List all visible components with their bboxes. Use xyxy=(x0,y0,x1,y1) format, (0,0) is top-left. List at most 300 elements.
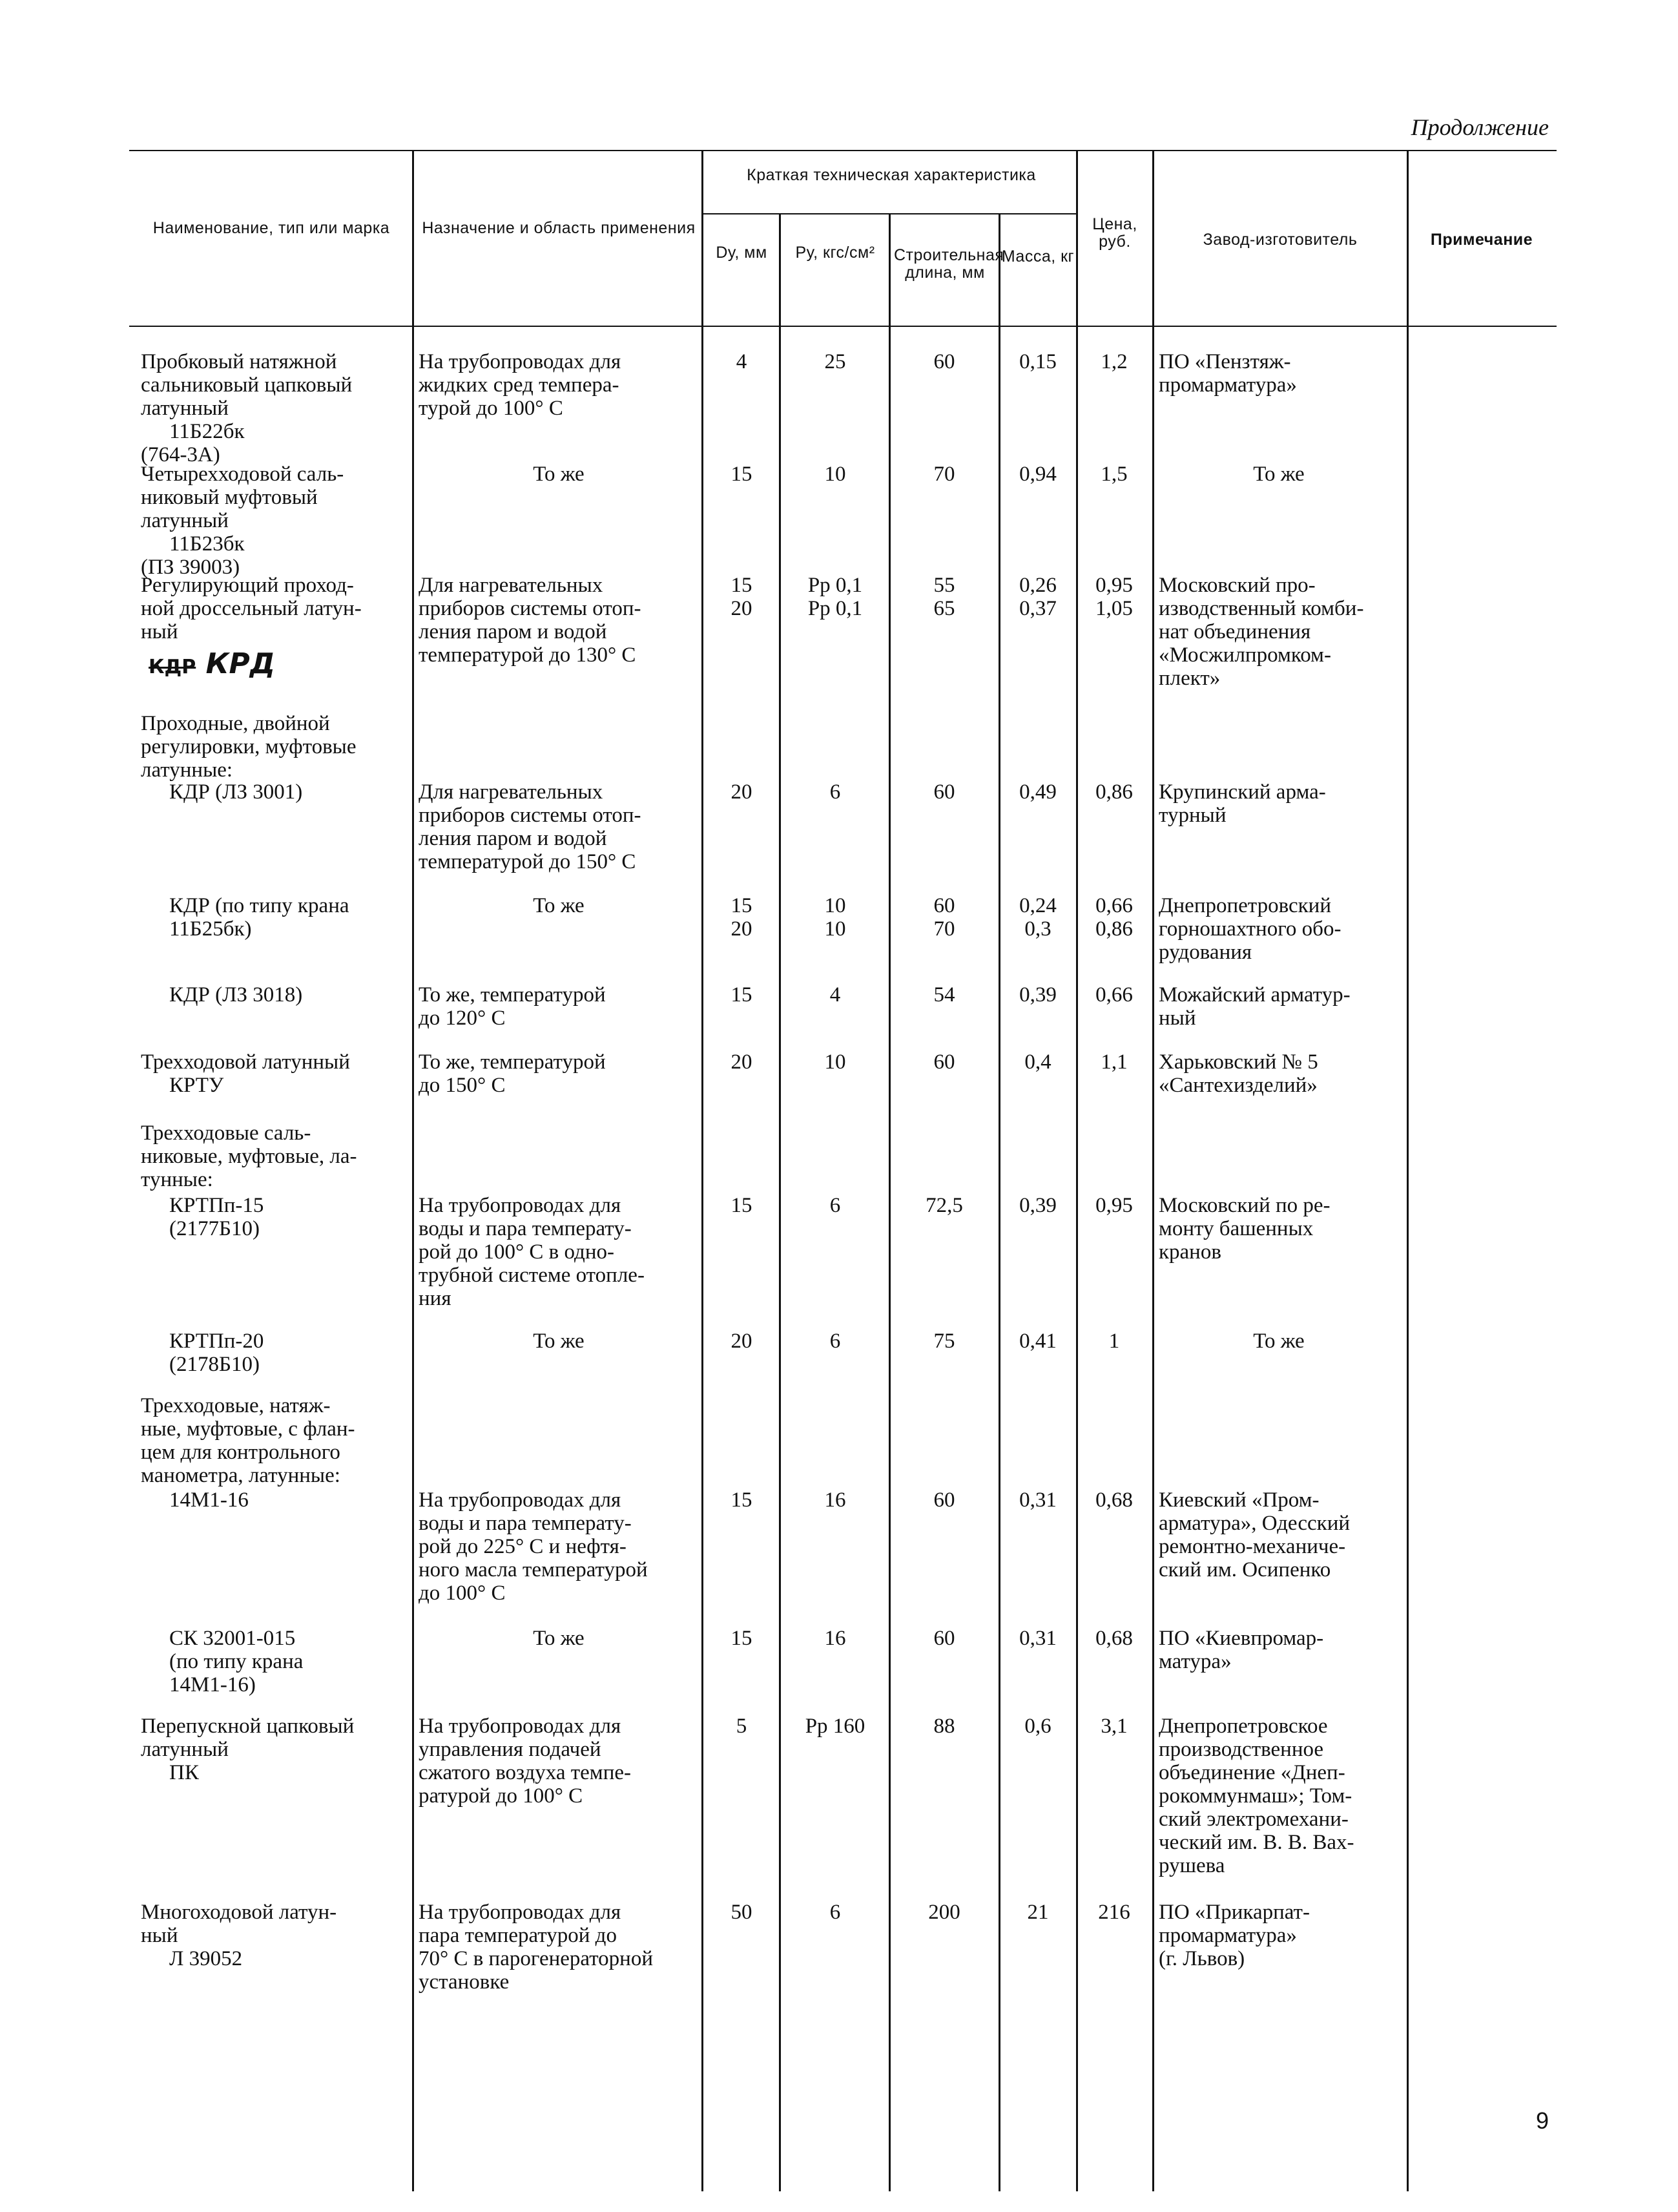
cell-line: 4 xyxy=(829,983,841,1007)
cell-line: 0,95 xyxy=(1095,574,1133,597)
cell-price xyxy=(1079,894,1150,941)
cell-line: латунный xyxy=(141,1738,229,1761)
cell-line: 60 xyxy=(933,780,955,804)
cell-price xyxy=(1079,1901,1150,1924)
cell-line: 15 xyxy=(730,983,752,1007)
cell-dy xyxy=(704,574,779,620)
cell-line: 20 xyxy=(730,1050,752,1074)
cell-line: 60 xyxy=(933,350,955,373)
cell-line: 70 xyxy=(933,917,955,941)
cell-line: ПО «Пензтяж- xyxy=(1159,350,1291,373)
cell-line: 0,49 xyxy=(1019,780,1057,804)
cell-line: 6 xyxy=(829,1901,841,1924)
cell-mass xyxy=(1000,1715,1076,1738)
cell-line: Перепускной цапковый xyxy=(141,1715,355,1738)
cell-py xyxy=(782,574,889,620)
cell-mass xyxy=(1000,983,1076,1007)
cell-py xyxy=(782,1901,889,1924)
cell-line: никовый муфтовый xyxy=(141,486,318,509)
cell-price xyxy=(1079,780,1150,804)
cell-line: латунный xyxy=(141,509,229,532)
cell-purpose xyxy=(419,463,699,486)
cell-dy xyxy=(704,463,779,486)
cell-name xyxy=(141,1715,399,1784)
cell-py xyxy=(782,780,889,804)
cell-line: 72,5 xyxy=(926,1194,963,1217)
cell-line: Л 39052 xyxy=(169,1947,243,1970)
cell-line: 11Б25бк) xyxy=(169,917,252,941)
cell-purpose xyxy=(419,983,699,1030)
cell-line: То же xyxy=(533,894,585,917)
cell-mass xyxy=(1000,463,1076,486)
cell-length xyxy=(891,1488,997,1512)
cell-line: турный xyxy=(1159,804,1227,827)
cell-line: турой до 100° С xyxy=(419,397,563,420)
cell-maker xyxy=(1159,1901,1399,1970)
cell-dy xyxy=(704,1050,779,1074)
cell-price xyxy=(1079,1330,1150,1353)
cell-line: Трехходовые саль- xyxy=(141,1122,311,1145)
cell-line: рудования xyxy=(1159,941,1252,964)
header-dy: Dу, мм xyxy=(716,244,767,262)
cell-name xyxy=(141,712,399,782)
cell-length xyxy=(891,1330,997,1353)
cell-line: 0,94 xyxy=(1019,463,1057,486)
cell-line: 0,39 xyxy=(1019,1194,1057,1217)
cell-name xyxy=(141,1394,399,1487)
cell-line: Пробковый натяжной xyxy=(141,350,337,373)
cell-py xyxy=(782,1627,889,1650)
handwritten-text: КРД xyxy=(205,647,275,680)
cell-dy xyxy=(704,1488,779,1512)
cell-length xyxy=(891,1194,997,1217)
cell-line: 20 xyxy=(730,597,752,620)
header-maker: Завод-изготовитель xyxy=(1203,231,1358,249)
cell-line: Проходные, двойной xyxy=(141,712,330,735)
cell-line: производственное xyxy=(1159,1738,1324,1761)
cell-line: То же xyxy=(533,463,585,486)
cell-line: 20 xyxy=(730,1330,752,1353)
cell-line: промарматура» xyxy=(1159,1924,1297,1947)
cell-mass xyxy=(1000,1050,1076,1074)
cell-line: 0,15 xyxy=(1019,350,1057,373)
cell-line: 10 xyxy=(824,1050,846,1074)
cell-line: КДР (ЛЗ 3001) xyxy=(169,780,303,804)
cell-price xyxy=(1079,574,1150,620)
cell-mass xyxy=(1000,1488,1076,1512)
cell-line: 14М1-16 xyxy=(169,1488,249,1512)
cell-line: ремонтно-механиче- xyxy=(1159,1535,1346,1558)
cell-line: рой до 225° С и нефтя- xyxy=(419,1535,627,1558)
cell-line: жидких сред темпера- xyxy=(419,373,619,397)
cell-line: 25 xyxy=(824,350,846,373)
cell-line: ПО «Киевпромар- xyxy=(1159,1627,1324,1650)
cell-line: рушева xyxy=(1159,1854,1225,1877)
cell-line: 0,39 xyxy=(1019,983,1057,1007)
cell-line: Можайский арматур- xyxy=(1159,983,1351,1007)
cell-line: приборов системы отоп- xyxy=(419,597,641,620)
cell-line: ный xyxy=(1159,1007,1196,1030)
cell-line: матура» xyxy=(1159,1650,1232,1673)
cell-line: 15 xyxy=(730,574,752,597)
cell-line: ный xyxy=(141,1924,178,1947)
cell-maker xyxy=(1159,780,1399,827)
cell-line: КДР (ЛЗ 3018) xyxy=(169,983,303,1007)
cell-line: 15 xyxy=(730,1194,752,1217)
cell-line: На трубопроводах для xyxy=(419,1488,621,1512)
cell-line: 6 xyxy=(829,780,841,804)
cell-line: 200 xyxy=(928,1901,960,1924)
cell-py xyxy=(782,1330,889,1353)
cell-line: ратурой до 100° С xyxy=(419,1784,583,1808)
cell-length xyxy=(891,463,997,486)
cell-dy xyxy=(704,983,779,1007)
cell-name xyxy=(141,894,399,941)
cell-line: до 120° С xyxy=(419,1007,506,1030)
cell-line: манометра, латунные: xyxy=(141,1464,340,1487)
cell-line: горношахтного обо- xyxy=(1159,917,1341,941)
cell-line: То же xyxy=(1253,463,1305,486)
cell-length xyxy=(891,574,997,620)
cell-line: (г. Львов) xyxy=(1159,1947,1245,1970)
cell-line: То же, температурой xyxy=(419,1050,606,1074)
cell-line: ного масла температурой xyxy=(419,1558,648,1581)
cell-line: На трубопроводах для xyxy=(419,1715,621,1738)
cell-line: Pр 0,1 xyxy=(807,574,863,597)
cell-line: 75 xyxy=(933,1330,955,1353)
header-length: Строительная длина, мм xyxy=(894,246,1004,282)
cell-mass xyxy=(1000,350,1076,373)
cell-maker xyxy=(1159,983,1399,1030)
header-py: Pу, кгс/см² xyxy=(795,244,875,262)
cell-line: То же, температурой xyxy=(419,983,606,1007)
cell-line: Для нагревательных xyxy=(419,780,603,804)
cell-line: То же xyxy=(1253,1330,1305,1353)
cell-py xyxy=(782,894,889,941)
cell-line: 15 xyxy=(730,463,752,486)
header-mass: Масса, кг xyxy=(1001,247,1075,266)
cell-line: изводственный комби- xyxy=(1159,597,1364,620)
header-tech-group: Краткая техническая характеристика xyxy=(747,166,1036,184)
cell-line: Многоходовой латун- xyxy=(141,1901,337,1924)
cell-line: (764-3А) xyxy=(141,443,220,466)
cell-price xyxy=(1079,983,1150,1007)
cell-line: (по типу крана xyxy=(169,1650,304,1673)
cell-line: ский электромехани- xyxy=(1159,1808,1349,1831)
cell-dy xyxy=(704,894,779,941)
cell-line: 1,5 xyxy=(1101,463,1128,486)
cell-line: 15 xyxy=(730,1627,752,1650)
cell-line: 0,68 xyxy=(1095,1627,1133,1650)
cell-mass xyxy=(1000,1194,1076,1217)
cell-line: 1,1 xyxy=(1101,1050,1128,1074)
cell-line: 88 xyxy=(933,1715,955,1738)
cell-line: КРТУ xyxy=(169,1074,224,1097)
cell-length xyxy=(891,1050,997,1074)
cell-line: 0,66 xyxy=(1095,983,1133,1007)
cell-mass xyxy=(1000,1330,1076,1353)
cell-mass xyxy=(1000,1627,1076,1650)
header-price: Цена, руб. xyxy=(1092,215,1137,251)
cell-line: 20 xyxy=(730,917,752,941)
cell-line: 20 xyxy=(730,780,752,804)
cell-line: установке xyxy=(419,1970,510,1994)
cell-line: температурой до 130° С xyxy=(419,643,636,667)
cell-line: СК 32001-015 xyxy=(169,1627,296,1650)
cell-name xyxy=(141,1627,399,1696)
page-number: 9 xyxy=(1536,2107,1549,2134)
cell-purpose xyxy=(419,574,699,667)
cell-line: 50 xyxy=(730,1901,752,1924)
cell-py xyxy=(782,1715,889,1738)
cell-line: ные, муфтовые, с флан- xyxy=(141,1417,355,1441)
cell-name xyxy=(141,1488,399,1512)
cell-line: 0,86 xyxy=(1095,780,1133,804)
cell-maker xyxy=(1159,1050,1399,1097)
cell-price xyxy=(1079,350,1150,373)
cell-price xyxy=(1079,1715,1150,1738)
cell-line: КДР (по типу крана xyxy=(169,894,349,917)
cell-line: (2178Б10) xyxy=(169,1353,260,1376)
cell-line: 55 xyxy=(933,574,955,597)
cell-line: Крупинский арма- xyxy=(1159,780,1326,804)
cell-line: 0,86 xyxy=(1095,917,1133,941)
header-note: Примечание xyxy=(1430,231,1533,249)
cell-line: ПО «Прикарпат- xyxy=(1159,1901,1310,1924)
cell-mass xyxy=(1000,574,1076,620)
cell-line: 11Б23бк xyxy=(169,532,245,556)
cell-line: управления подачей xyxy=(419,1738,601,1761)
cell-line: рокоммунмаш»; Том- xyxy=(1159,1784,1352,1808)
cell-purpose xyxy=(419,894,699,917)
cell-line: Pр 0,1 xyxy=(807,597,863,620)
cell-line: КРТПп-15 xyxy=(169,1194,264,1217)
cell-line: 6 xyxy=(829,1330,841,1353)
cell-length xyxy=(891,1901,997,1924)
cell-line: 0,3 xyxy=(1024,917,1051,941)
cell-purpose xyxy=(419,1194,699,1310)
cell-length xyxy=(891,983,997,1007)
cell-length xyxy=(891,780,997,804)
cell-line: 5 xyxy=(736,1715,747,1738)
cell-line: промарматура» xyxy=(1159,373,1297,397)
cell-line: То же xyxy=(533,1330,585,1353)
cell-line: 10 xyxy=(824,463,846,486)
cell-line: сжатого воздуха темпе- xyxy=(419,1761,631,1784)
cell-line: пара температурой до xyxy=(419,1924,617,1947)
cell-py xyxy=(782,1488,889,1512)
cell-line: 0,4 xyxy=(1024,1050,1051,1074)
cell-price xyxy=(1079,1488,1150,1512)
cell-line: 1,05 xyxy=(1095,597,1133,620)
cell-mass xyxy=(1000,894,1076,941)
cell-line: никовые, муфтовые, ла- xyxy=(141,1145,357,1168)
cell-line: (2177Б10) xyxy=(169,1217,260,1240)
cell-py xyxy=(782,463,889,486)
cell-line: ления паром и водой xyxy=(419,827,607,850)
cell-line: 0,31 xyxy=(1019,1488,1057,1512)
cell-maker xyxy=(1159,463,1399,486)
cell-line: 0,68 xyxy=(1095,1488,1133,1512)
cell-maker xyxy=(1159,1715,1399,1877)
cell-line: до 100° С xyxy=(419,1581,506,1605)
cell-line: Трехходовые, натяж- xyxy=(141,1394,331,1417)
cell-line: ления паром и водой xyxy=(419,620,607,643)
cell-line: Днепропетровский xyxy=(1159,894,1331,917)
cell-line: 70° С в парогенераторной xyxy=(419,1947,653,1970)
cell-line: 70 xyxy=(933,463,955,486)
cell-line: регулировки, муфтовые xyxy=(141,735,357,758)
cell-name xyxy=(141,1194,399,1240)
cell-line: 60 xyxy=(933,1627,955,1650)
page-continuation: Продолжение xyxy=(1411,114,1549,140)
cell-purpose xyxy=(419,1050,699,1097)
cell-line: 0,66 xyxy=(1095,894,1133,917)
cell-py xyxy=(782,983,889,1007)
cell-line: 15 xyxy=(730,1488,752,1512)
cell-line: 60 xyxy=(933,1050,955,1074)
cell-line: 1,2 xyxy=(1101,350,1128,373)
cell-name xyxy=(141,574,399,643)
cell-line: Четырехходовой саль- xyxy=(141,463,344,486)
cell-maker xyxy=(1159,574,1399,690)
cell-line: 0,31 xyxy=(1019,1627,1057,1650)
cell-price xyxy=(1079,463,1150,486)
cell-line: воды и пара температу- xyxy=(419,1217,632,1240)
cell-line: «Сантехизделий» xyxy=(1159,1074,1318,1097)
cell-purpose xyxy=(419,1901,699,1994)
cell-line: арматура», Одесский xyxy=(1159,1512,1351,1535)
cell-line: воды и пара температу- xyxy=(419,1512,632,1535)
cell-line: ский им. Осипенко xyxy=(1159,1558,1331,1581)
cell-line: (ПЗ 39003) xyxy=(141,556,240,579)
handwritten-annotation xyxy=(149,647,275,680)
cell-line: латунный xyxy=(141,397,229,420)
cell-line: КРТПп-20 xyxy=(169,1330,264,1353)
cell-line: ный xyxy=(141,620,178,643)
cell-line: кранов xyxy=(1159,1240,1221,1264)
cell-name xyxy=(141,1050,399,1097)
cell-line: То же xyxy=(533,1627,585,1650)
cell-line: Московский про- xyxy=(1159,574,1316,597)
cell-line: 65 xyxy=(933,597,955,620)
cell-line: ния xyxy=(419,1287,451,1310)
cell-maker xyxy=(1159,1194,1399,1264)
cell-dy xyxy=(704,1901,779,1924)
cell-name xyxy=(141,780,399,804)
cell-purpose xyxy=(419,350,699,420)
cell-line: тунные: xyxy=(141,1168,213,1191)
cell-line: Московский по ре- xyxy=(1159,1194,1331,1217)
cell-dy xyxy=(704,1627,779,1650)
cell-name xyxy=(141,1330,399,1376)
cell-line: Трехходовой латунный xyxy=(141,1050,350,1074)
cell-line: 1 xyxy=(1108,1330,1120,1353)
cell-line: 3,1 xyxy=(1101,1715,1128,1738)
cell-line: нат объединения xyxy=(1159,620,1311,643)
cell-price xyxy=(1079,1194,1150,1217)
cell-line: до 150° С xyxy=(419,1074,506,1097)
cell-line: приборов системы отоп- xyxy=(419,804,641,827)
cell-line: ной дроссельный латун- xyxy=(141,597,362,620)
cell-purpose xyxy=(419,1715,699,1808)
cell-length xyxy=(891,1627,997,1650)
cell-line: 54 xyxy=(933,983,955,1007)
cell-dy xyxy=(704,1330,779,1353)
cell-line: 10 xyxy=(824,917,846,941)
cell-name xyxy=(141,1901,399,1970)
cell-line: латунные: xyxy=(141,758,233,782)
cell-line: объединение «Днеп- xyxy=(1159,1761,1345,1784)
cell-line: 10 xyxy=(824,894,846,917)
cell-line: 60 xyxy=(933,1488,955,1512)
cell-line: ПК xyxy=(169,1761,199,1784)
cell-name xyxy=(141,463,399,579)
cell-dy xyxy=(704,1194,779,1217)
header-purpose: Назначение и область применения xyxy=(422,219,696,237)
cell-line: Для нагревательных xyxy=(419,574,603,597)
cell-line: 0,37 xyxy=(1019,597,1057,620)
cell-line: плект» xyxy=(1159,667,1221,690)
cell-line: ческий им. В. В. Вах- xyxy=(1159,1831,1354,1854)
cell-line: Днепропетровское xyxy=(1159,1715,1328,1738)
header-name: Наименование, тип или марка xyxy=(152,219,390,237)
cell-line: 16 xyxy=(824,1488,846,1512)
cell-length xyxy=(891,1715,997,1738)
cell-dy xyxy=(704,1715,779,1738)
cell-line: 0,95 xyxy=(1095,1194,1133,1217)
cell-name xyxy=(141,350,399,466)
cell-mass xyxy=(1000,780,1076,804)
cell-line: Харьковский № 5 xyxy=(1159,1050,1318,1074)
cell-maker xyxy=(1159,894,1399,964)
cell-line: 16 xyxy=(824,1627,846,1650)
cell-line: 21 xyxy=(1027,1901,1049,1924)
cell-length xyxy=(891,350,997,373)
cell-line: 6 xyxy=(829,1194,841,1217)
cell-line: рой до 100° С в одно- xyxy=(419,1240,614,1264)
cell-line: На трубопроводах для xyxy=(419,1901,621,1924)
cell-line: трубной системе отопле- xyxy=(419,1264,645,1287)
cell-line: сальниковый цапковый xyxy=(141,373,353,397)
cell-line: 0,26 xyxy=(1019,574,1057,597)
cell-price xyxy=(1079,1627,1150,1650)
cell-maker xyxy=(1159,1627,1399,1673)
cell-line: На трубопроводах для xyxy=(419,350,621,373)
cell-maker xyxy=(1159,350,1399,397)
cell-name xyxy=(141,983,399,1007)
cell-line: 0,24 xyxy=(1019,894,1057,917)
cell-purpose xyxy=(419,1330,699,1353)
cell-length xyxy=(891,894,997,941)
cell-line: Pр 160 xyxy=(805,1715,865,1738)
cell-line: монту башенных xyxy=(1159,1217,1314,1240)
cell-line: 11Б22бк xyxy=(169,420,245,443)
cell-maker xyxy=(1159,1488,1399,1581)
cell-line: 14М1-16) xyxy=(169,1673,256,1696)
cell-line: 0,41 xyxy=(1019,1330,1057,1353)
cell-line: 216 xyxy=(1098,1901,1130,1924)
cell-name xyxy=(141,1122,399,1191)
cell-dy xyxy=(704,780,779,804)
cell-line: цем для контрольного xyxy=(141,1441,340,1464)
cell-line: «Мосжилпромком- xyxy=(1159,643,1331,667)
cell-line: 4 xyxy=(736,350,747,373)
cell-line: 60 xyxy=(933,894,955,917)
cell-mass xyxy=(1000,1901,1076,1924)
cell-line: температурой до 150° С xyxy=(419,850,636,873)
cell-price xyxy=(1079,1050,1150,1074)
